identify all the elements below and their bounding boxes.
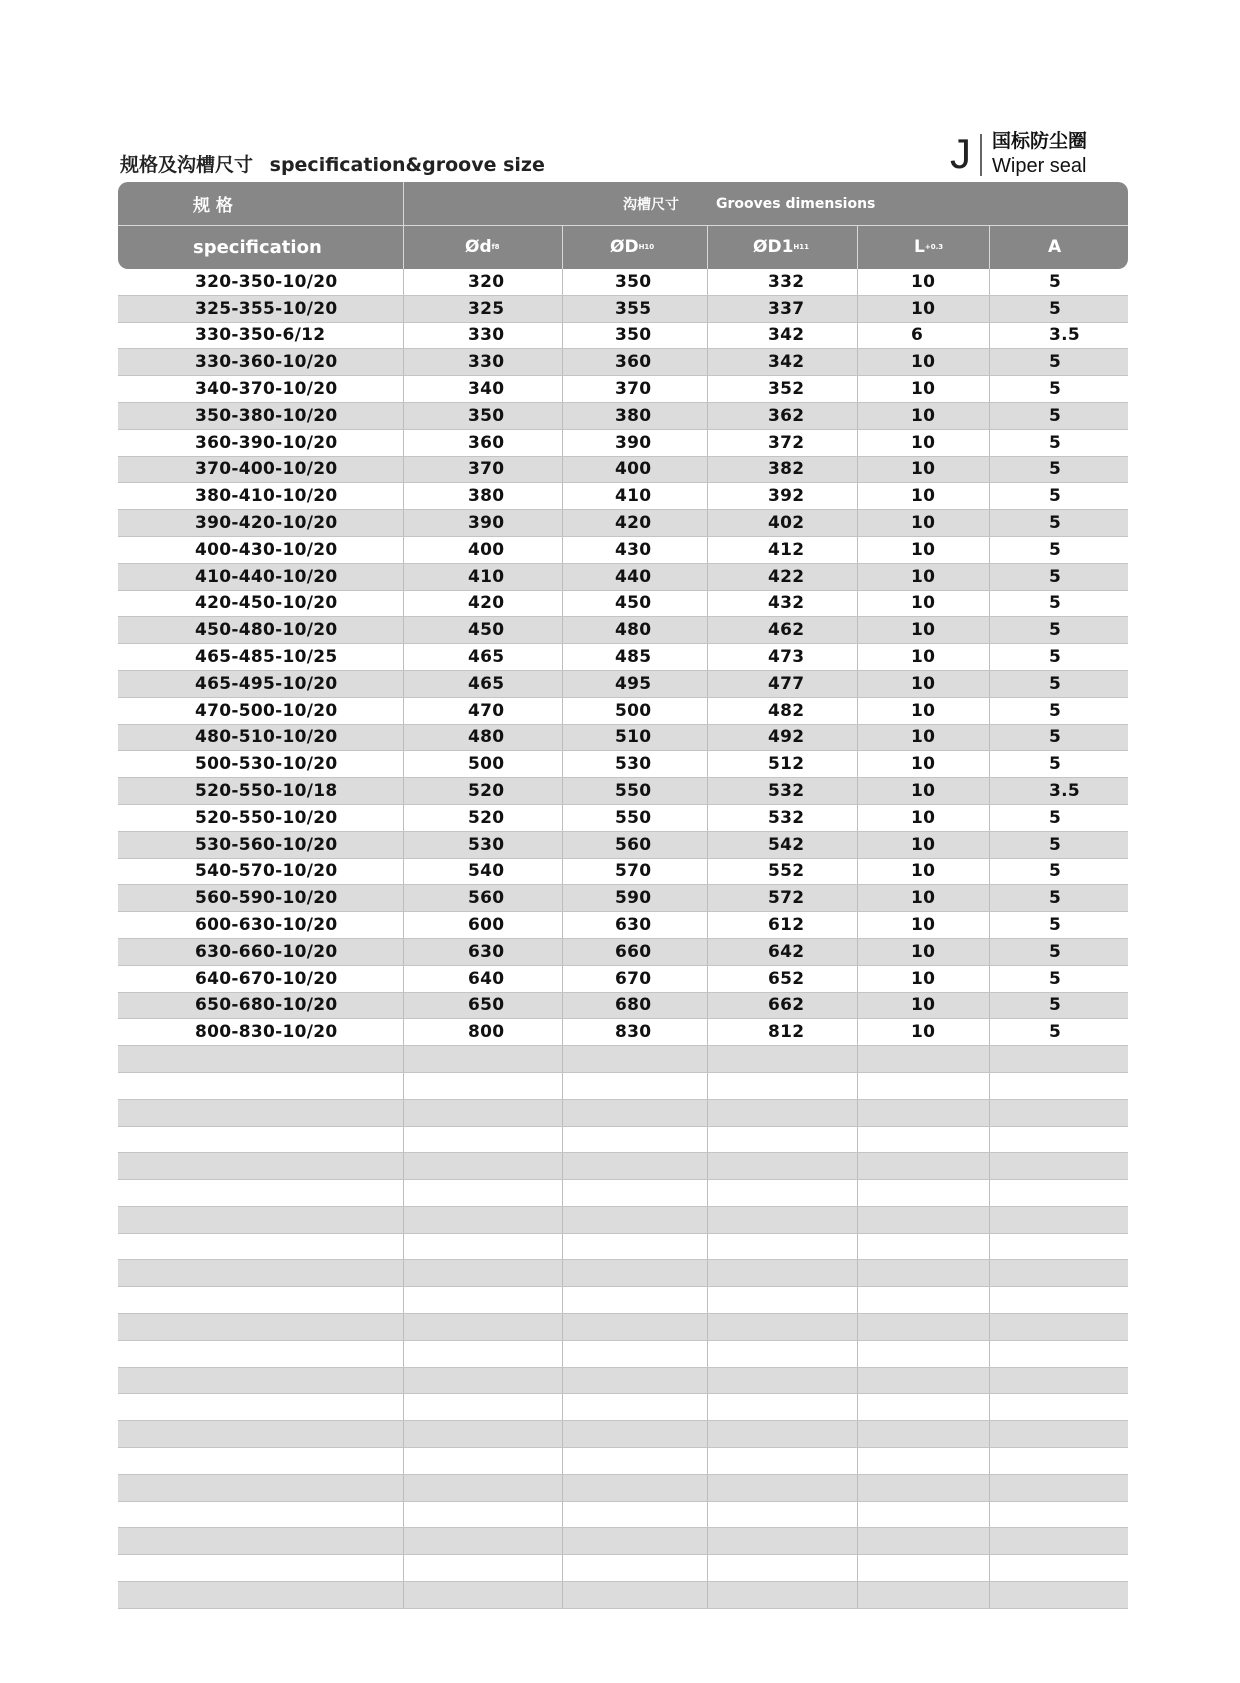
d-cell: 420 [468,593,505,614]
d-cell: 600 [468,915,505,936]
table-row [118,1073,1128,1100]
A-cell: 5 [1049,298,1062,319]
spec-cell: 800-830-10/20 [195,1022,338,1043]
L-cell: 10 [911,513,936,534]
D1-cell: 337 [768,298,805,319]
col-header-D: ØD H10 [610,237,655,257]
page-title-en: specification&groove size [269,154,545,176]
table-row [118,1100,1128,1127]
table-row [118,376,1128,403]
d-cell: 650 [468,995,505,1016]
table-row [118,1234,1128,1261]
spec-cell: 530-560-10/20 [195,834,338,855]
table-row [118,1287,1128,1314]
A-cell: 5 [1049,727,1062,748]
table-row [118,912,1128,939]
D-cell: 485 [615,647,652,668]
spec-cell: 350-380-10/20 [195,405,338,426]
D1-cell: 382 [768,459,805,480]
A-cell: 5 [1049,593,1062,614]
table-row [118,725,1128,752]
D-cell: 400 [615,459,652,480]
L-cell: 10 [911,807,936,828]
L-cell: 10 [911,727,936,748]
A-cell: 5 [1049,861,1062,882]
table-row [118,832,1128,859]
table-row [118,859,1128,886]
table-row [118,644,1128,671]
D1-cell: 477 [768,673,805,694]
table-row [118,966,1128,993]
table-row [118,1448,1128,1475]
table-row [118,1260,1128,1287]
d-cell: 330 [468,325,505,346]
spec-cell: 360-390-10/20 [195,432,338,453]
A-cell: 5 [1049,1022,1062,1043]
A-cell: 5 [1049,405,1062,426]
L-cell: 10 [911,700,936,721]
D1-cell: 542 [768,834,805,855]
A-cell: 5 [1049,754,1062,775]
spec-cell: 480-510-10/20 [195,727,338,748]
spec-header-cn: 规 格 [193,196,233,216]
table-row [118,457,1128,484]
spec-cell: 420-450-10/20 [195,593,338,614]
L-cell: 10 [911,298,936,319]
spec-cell: 330-360-10/20 [195,352,338,373]
d-cell: 480 [468,727,505,748]
d-cell: 330 [468,352,505,373]
brand-title-en: Wiper seal [992,155,1087,177]
col-header-d: Ød f8 [465,237,500,257]
D1-cell: 532 [768,781,805,802]
D1-cell: 432 [768,593,805,614]
D1-cell: 362 [768,405,805,426]
table-row [118,1421,1128,1448]
A-cell: 5 [1049,888,1062,909]
spec-cell: 600-630-10/20 [195,915,338,936]
D-cell: 510 [615,727,652,748]
table-row [118,510,1128,537]
A-cell: 5 [1049,968,1062,989]
table-row [118,591,1128,618]
A-cell: 5 [1049,566,1062,587]
table-row [118,1127,1128,1154]
D1-cell: 412 [768,539,805,560]
table-row [118,751,1128,778]
L-cell: 10 [911,754,936,775]
D1-cell: 662 [768,995,805,1016]
D1-cell: 473 [768,647,805,668]
D-cell: 560 [615,834,652,855]
spec-header-en: specification [193,236,322,258]
brand-divider [980,134,982,176]
table-row [118,430,1128,457]
spec-cell: 560-590-10/20 [195,888,338,909]
col-header-A: A [1048,237,1062,257]
L-cell: 10 [911,271,936,292]
L-cell: 6 [911,325,924,346]
L-cell: 10 [911,861,936,882]
D-cell: 350 [615,325,652,346]
L-cell: 10 [911,1022,936,1043]
table-row [118,1019,1128,1046]
D1-cell: 422 [768,566,805,587]
L-cell: 10 [911,888,936,909]
page-title-cn: 规格及沟槽尺寸 [120,154,254,176]
L-cell: 10 [911,486,936,507]
d-cell: 500 [468,754,505,775]
D1-cell: 642 [768,941,805,962]
table-row [118,403,1128,430]
d-cell: 800 [468,1022,505,1043]
table-row [118,483,1128,510]
table-row [118,1341,1128,1368]
spec-cell: 630-660-10/20 [195,941,338,962]
table-row [118,993,1128,1020]
table-row [118,1475,1128,1502]
d-cell: 640 [468,968,505,989]
L-cell: 10 [911,647,936,668]
spec-cell: 640-670-10/20 [195,968,338,989]
table-row [118,1180,1128,1207]
spec-cell: 650-680-10/20 [195,995,338,1016]
A-cell: 3.5 [1049,781,1081,802]
spec-cell: 520-550-10/18 [195,781,338,802]
D-cell: 350 [615,271,652,292]
D1-cell: 402 [768,513,805,534]
A-cell: 5 [1049,352,1062,373]
spec-table [118,182,1128,1609]
L-cell: 10 [911,834,936,855]
D1-cell: 332 [768,271,805,292]
table-row [118,1582,1128,1609]
d-cell: 530 [468,834,505,855]
d-cell: 390 [468,513,505,534]
d-cell: 465 [468,647,505,668]
A-cell: 5 [1049,432,1062,453]
D-cell: 410 [615,486,652,507]
D1-cell: 342 [768,325,805,346]
d-cell: 540 [468,861,505,882]
D1-cell: 652 [768,968,805,989]
D-cell: 670 [615,968,652,989]
D-cell: 420 [615,513,652,534]
L-cell: 10 [911,781,936,802]
d-cell: 560 [468,888,505,909]
table-row [118,671,1128,698]
L-cell: 10 [911,941,936,962]
D-cell: 630 [615,915,652,936]
brand-title-cn: 国标防尘圈 [992,130,1088,152]
spec-cell: 465-495-10/20 [195,673,338,694]
d-cell: 360 [468,432,505,453]
spec-cell: 390-420-10/20 [195,513,338,534]
D-cell: 360 [615,352,652,373]
A-cell: 5 [1049,379,1062,400]
D1-cell: 392 [768,486,805,507]
D-cell: 440 [615,566,652,587]
table-row [118,1207,1128,1234]
A-cell: 5 [1049,513,1062,534]
page-title [120,150,545,177]
L-cell: 10 [911,915,936,936]
table-row [118,296,1128,323]
D-cell: 660 [615,941,652,962]
A-cell: 5 [1049,941,1062,962]
d-cell: 320 [468,271,505,292]
table-row [118,617,1128,644]
spec-cell: 325-355-10/20 [195,298,338,319]
spec-cell: 330-350-6/12 [195,325,326,346]
col-header-D1: ØD1 H11 [753,237,810,257]
spec-cell: 520-550-10/20 [195,807,338,828]
d-cell: 470 [468,700,505,721]
spec-cell: 450-480-10/20 [195,620,338,641]
brand-mark [950,130,1110,180]
A-cell: 5 [1049,700,1062,721]
D-cell: 530 [615,754,652,775]
table-row [118,939,1128,966]
D-cell: 570 [615,861,652,882]
d-cell: 520 [468,807,505,828]
D1-cell: 462 [768,620,805,641]
A-cell: 5 [1049,647,1062,668]
D-cell: 830 [615,1022,652,1043]
d-cell: 340 [468,379,505,400]
L-cell: 10 [911,673,936,694]
d-cell: 370 [468,459,505,480]
spec-cell: 320-350-10/20 [195,271,338,292]
brand-letter: J [950,130,971,177]
col-header-L: L +0.3 [914,237,944,257]
d-cell: 520 [468,781,505,802]
table-row [118,1368,1128,1395]
L-cell: 10 [911,405,936,426]
D-cell: 550 [615,781,652,802]
spec-cell: 380-410-10/20 [195,486,338,507]
table-row [118,698,1128,725]
spec-cell: 470-500-10/20 [195,700,338,721]
grooves-header-en: Grooves dimensions [716,195,876,212]
d-cell: 630 [468,941,505,962]
spec-cell: 340-370-10/20 [195,379,338,400]
D1-cell: 342 [768,352,805,373]
L-cell: 10 [911,539,936,560]
D1-cell: 492 [768,727,805,748]
d-cell: 380 [468,486,505,507]
table-row [118,323,1128,350]
table-row [118,1528,1128,1555]
d-cell: 350 [468,405,505,426]
table-row [118,537,1128,564]
D-cell: 500 [615,700,652,721]
D-cell: 590 [615,888,652,909]
D1-cell: 612 [768,915,805,936]
table-row [118,1046,1128,1073]
D1-cell: 512 [768,754,805,775]
L-cell: 10 [911,968,936,989]
A-cell: 5 [1049,995,1062,1016]
d-cell: 450 [468,620,505,641]
D-cell: 550 [615,807,652,828]
table-row [118,1394,1128,1421]
table-row [118,1314,1128,1341]
A-cell: 5 [1049,807,1062,828]
table-row [118,564,1128,591]
A-cell: 5 [1049,673,1062,694]
table-body [118,269,1128,1609]
D-cell: 390 [615,432,652,453]
L-cell: 10 [911,352,936,373]
L-cell: 10 [911,566,936,587]
L-cell: 10 [911,379,936,400]
A-cell: 3.5 [1049,325,1081,346]
spec-cell: 500-530-10/20 [195,754,338,775]
D-cell: 370 [615,379,652,400]
D-cell: 480 [615,620,652,641]
D1-cell: 552 [768,861,805,882]
spec-cell: 370-400-10/20 [195,459,338,480]
D-cell: 355 [615,298,652,319]
table-row [118,1555,1128,1582]
L-cell: 10 [911,995,936,1016]
spec-cell: 400-430-10/20 [195,539,338,560]
A-cell: 5 [1049,459,1062,480]
D1-cell: 482 [768,700,805,721]
A-cell: 5 [1049,915,1062,936]
D1-cell: 352 [768,379,805,400]
d-cell: 410 [468,566,505,587]
D-cell: 680 [615,995,652,1016]
D-cell: 450 [615,593,652,614]
D-cell: 495 [615,673,652,694]
A-cell: 5 [1049,834,1062,855]
grooves-header-cn: 沟槽尺寸 [623,196,679,213]
D1-cell: 812 [768,1022,805,1043]
D1-cell: 532 [768,807,805,828]
d-cell: 325 [468,298,505,319]
D-cell: 380 [615,405,652,426]
L-cell: 10 [911,620,936,641]
d-cell: 400 [468,539,505,560]
D-cell: 430 [615,539,652,560]
table-row [118,349,1128,376]
spec-cell: 540-570-10/20 [195,861,338,882]
table-header [118,182,1128,269]
D1-cell: 572 [768,888,805,909]
table-row [118,1153,1128,1180]
table-row [118,885,1128,912]
A-cell: 5 [1049,539,1062,560]
spec-cell: 410-440-10/20 [195,566,338,587]
table-row [118,1502,1128,1529]
A-cell: 5 [1049,271,1062,292]
A-cell: 5 [1049,486,1062,507]
spec-cell: 465-485-10/25 [195,647,338,668]
A-cell: 5 [1049,620,1062,641]
table-row [118,805,1128,832]
table-row [118,269,1128,296]
d-cell: 465 [468,673,505,694]
L-cell: 10 [911,593,936,614]
L-cell: 10 [911,459,936,480]
table-row [118,778,1128,805]
L-cell: 10 [911,432,936,453]
D1-cell: 372 [768,432,805,453]
